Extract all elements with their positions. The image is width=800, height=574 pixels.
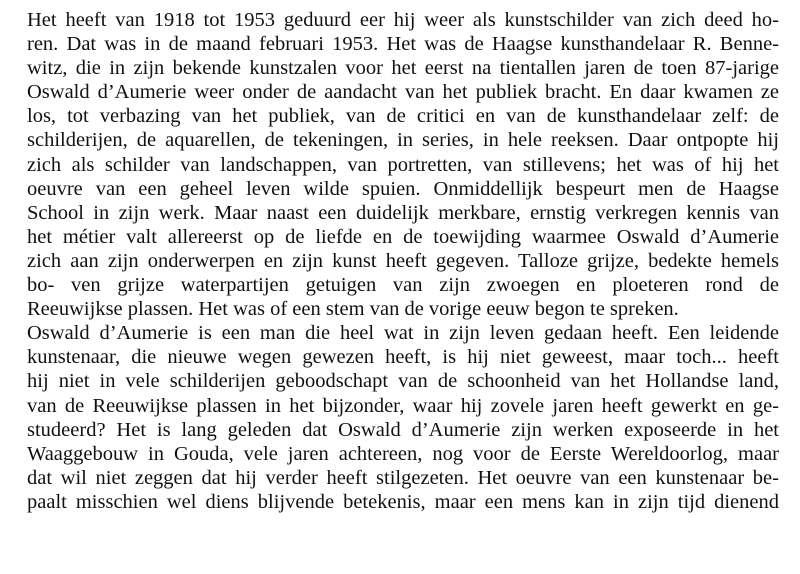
text-line: Het heeft van 1918 tot 1953 geduurd eer hij weer als kunstschilder van zich deed ho- [27, 9, 779, 31]
text-line: School in zijn werk. Maar naast een duidelijk merkbare, ernstig verkregen kennis van [27, 201, 779, 224]
text-line: Oswald d’Aumerie is een man die heel wat in zijn leven gedaan heeft. Een leidende [27, 322, 779, 345]
text-line: oeuvre van een geheel leven wilde spuien. Onmiddellijk bespeurt men de Haagse [27, 177, 779, 200]
text-line: zich aan zijn onderwerpen en zijn kunst heeft gegeven. Talloze grijze, bedekte hemels [27, 249, 779, 272]
document-page [27, 8, 779, 514]
text-line: paalt misschien wel diens blijvende betekenis, maar een mens kan in zijn tijd dienend [27, 490, 779, 513]
text-line: van de Reeuwijkse plassen in het bijzonder, waar hij zovele jaren heeft gewerkt en ge- [27, 394, 779, 417]
text-line: witz, die in zijn bekende kunstzalen voor het eerst na tientallen jaren de toen 87-jarige [27, 57, 779, 80]
text-line: dat wil niet zeggen dat hij verder heeft stilgezeten. Het oeuvre van een kunstenaar be- [27, 466, 779, 489]
text-line: kunstenaar, die nieuwe wegen gewezen heeft, is hij niet geweest, maar toch... heeft [27, 346, 779, 369]
text-line: het métier valt allereerst op de liefde en de toewijding waarmee Oswald d’Aumerie [27, 225, 779, 248]
text-line: Waaggebouw in Gouda, vele jaren achtereen, nog voor de Eerste Wereldoorlog, maar [27, 442, 779, 465]
paragraph-2 [27, 321, 779, 514]
text-line: los, tot verbazing van het publiek, van de critici en van de kunsthandelaar zelf: de [27, 105, 779, 128]
text-line: studeerd? Het is lang geleden dat Oswald d’Aumerie zijn werken exposeerde in het [27, 418, 779, 441]
text-line: Reeuwijkse plassen. Het was of een stem van de vorige eeuw begon te spreken. [27, 298, 679, 321]
text-line: Oswald d’Aumerie weer onder de aandacht van het publiek bracht. En daar kwamen ze [27, 81, 779, 104]
paragraph-1 [27, 8, 779, 321]
text-line: ren. Dat was in de maand februari 1953. Het was de Haagse kunsthandelaar R. Benne- [27, 33, 779, 56]
text-line: schilderijen, de aquarellen, de tekeningen, in series, in hele reeksen. Daar ontpopte hij [27, 129, 779, 152]
text-line: zich als schilder van landschappen, van portretten, van stillevens; het was of hij het [27, 153, 779, 176]
text-line: bo- ven grijze waterpartijen getuigen van zijn zwoegen en ploeteren rond de [27, 274, 779, 297]
text-line: hij niet in vele schilderijen geboodschapt van de schoonheid van het Hollandse land, [27, 370, 779, 393]
